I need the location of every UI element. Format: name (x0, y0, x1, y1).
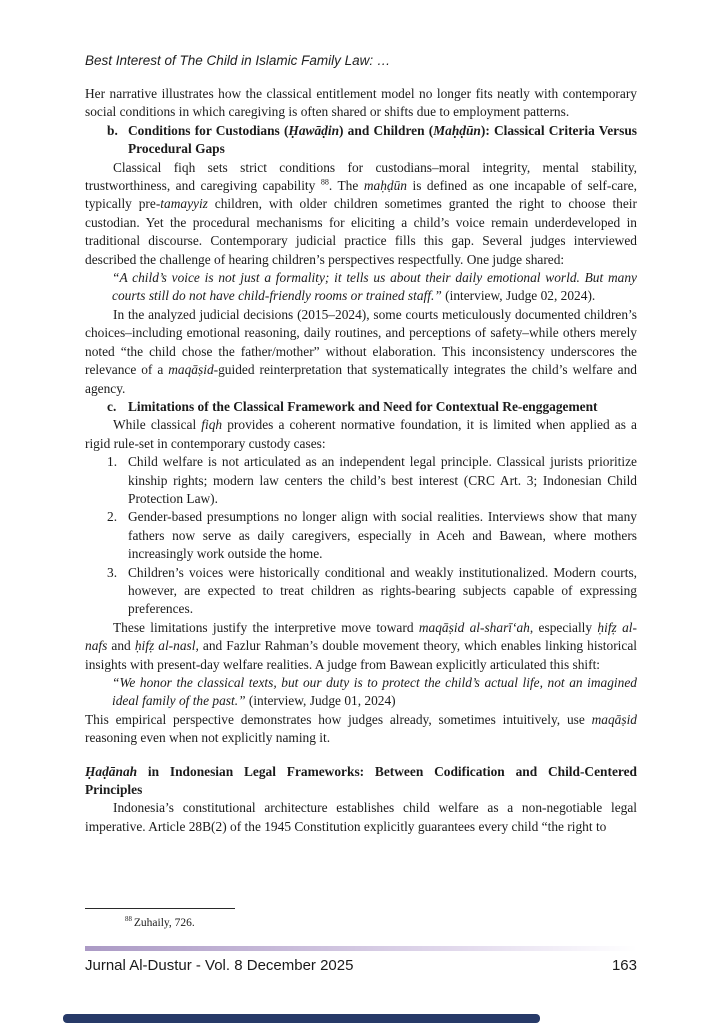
list-item-2 (85, 508, 637, 563)
footnote-marker: 88 (125, 916, 132, 924)
quote-we-honor: “We honor the classical texts, but our duty is to protect the child’s actual life, not an imagined ideal family of the past.” (interview, Judge 01, 2024) (112, 675, 637, 709)
page-body (85, 85, 637, 836)
list-item-2-text: Gender-based presumptions no longer align with social realities. Interviews show that many fathers now serve as daily caregivers, especially in Aceh and Bawean, where mothers increasingly work outside the home. (128, 509, 637, 562)
paragraph-these-limitations: These limitations justify the interpretive move toward maqāṣid al-sharī‘ah, especially ḥifẓ al-nafs and ḥifẓ al-nasl, and Fazlur Rahman’s double movement theory, which enables linking historical insights with present-day welfare realities. A judge from Bawean explicitly articulated this shift: (85, 619, 637, 672)
journal-title: Jurnal Al-Dustur - Vol. 8 December 2025 (85, 957, 354, 974)
heading-b-text: Conditions for Custodians (Ḥawāḍin) and Children (Maḥḍūn): Classical Criteria Versus Procedural Gaps (128, 122, 637, 157)
numbered-list (85, 453, 637, 619)
paragraph-empirical-perspective: This empirical perspective demonstrates how judges already, sometimes intuitively, use maqāṣid reasoning even when not explicitly naming it. (85, 711, 637, 746)
page-footer (85, 957, 637, 974)
heading-c-text: Limitations of the Classical Framework and Need for Contextual Re-enggagement (128, 398, 598, 414)
section-heading-hadanah: Ḥaḍānah in Indonesian Legal Frameworks: Between Codification and Child-Centered Principles (85, 763, 637, 798)
list-item-3 (85, 564, 637, 619)
list-item-1 (85, 453, 637, 508)
list-item-1-number: 1. (107, 454, 118, 470)
heading-c-label: c. (107, 398, 117, 414)
heading-b (85, 122, 637, 159)
list-item-2-number: 2. (107, 509, 118, 525)
list-item-3-text: Children’s voices were historically conditional and weakly institutionalized. Modern courts, however, are expected to treat children as rights-bearing subjects capable of expressing preferences. (128, 564, 637, 617)
paragraph-analyzed-decisions: In the analyzed judicial decisions (2015–2024), some courts meticulously documented children’s choices–including emotional reasoning, daily routines, and perceptions of safety–while others merely noted “the child chose the father/mother” without elaboration. This inconsistency underscores the relevance of a maqāṣid-guided reinterpretation that systematically integrates the child’s welfare and agency. (85, 306, 637, 396)
heading-b-label: b. (107, 122, 118, 138)
footer-accent-bar (85, 946, 637, 951)
footnote-source: Zuhaily, 726. (133, 917, 195, 929)
running-head: Best Interest of The Child in Islamic Family Law: … (85, 53, 391, 68)
heading-c (85, 398, 637, 416)
quote-child-voice: “A child’s voice is not just a formality; it tells us about their daily emotional world. But many courts still do not have child-friendly rooms or trained staff.” (interview, Judge 02, 2024). (112, 270, 637, 304)
list-item-1-text: Child welfare is not articulated as an independent legal principle. Classical jurists prioritize kinship rights; modern law centers the child’s best interest (CRC Art. 3; Indonesian Child Protection Law). (128, 454, 637, 506)
footnote-separator (85, 908, 235, 909)
paragraph-her-narrative: Her narrative illustrates how the classical entitlement model no longer fits neatly with contemporary social conditions in which caregiving is often shared or shifts due to employment patterns. (85, 86, 637, 120)
footnote (85, 916, 637, 930)
paragraph-while-classical: While classical fiqh provides a coherent normative foundation, it is limited when applied as a rigid rule-set in contemporary custody cases: (85, 417, 637, 451)
page-number: 163 (611, 957, 637, 974)
paragraph-classical-fiqh: Classical fiqh sets strict conditions for custodians–moral integrity, mental stability, trustworthiness, and caregiving capability $^{88}$. The maḥḍūn is defined as one incapable of self-care, typically pre-tamayyiz children, with older children sometimes granted the right to choose their custodian. Yet the procedural mechanisms for eliciting a child’s voice remain underdeveloped in traditional discourse. Contemporary judicial practice fills this gap. Several judges interviewed described the challenge of hearing children’s perspectives respectfully. One judge shared: (85, 159, 637, 267)
paragraph-indonesia-constitution: Indonesia’s constitutional architecture establishes child welfare as a non-negotiable legal imperative. Article 28B(2) of the 1945 Constitution explicitly guarantees every child “the right to (85, 800, 637, 834)
list-item-3-number: 3. (107, 564, 118, 580)
bottom-scrollbar[interactable] (63, 1014, 540, 1023)
